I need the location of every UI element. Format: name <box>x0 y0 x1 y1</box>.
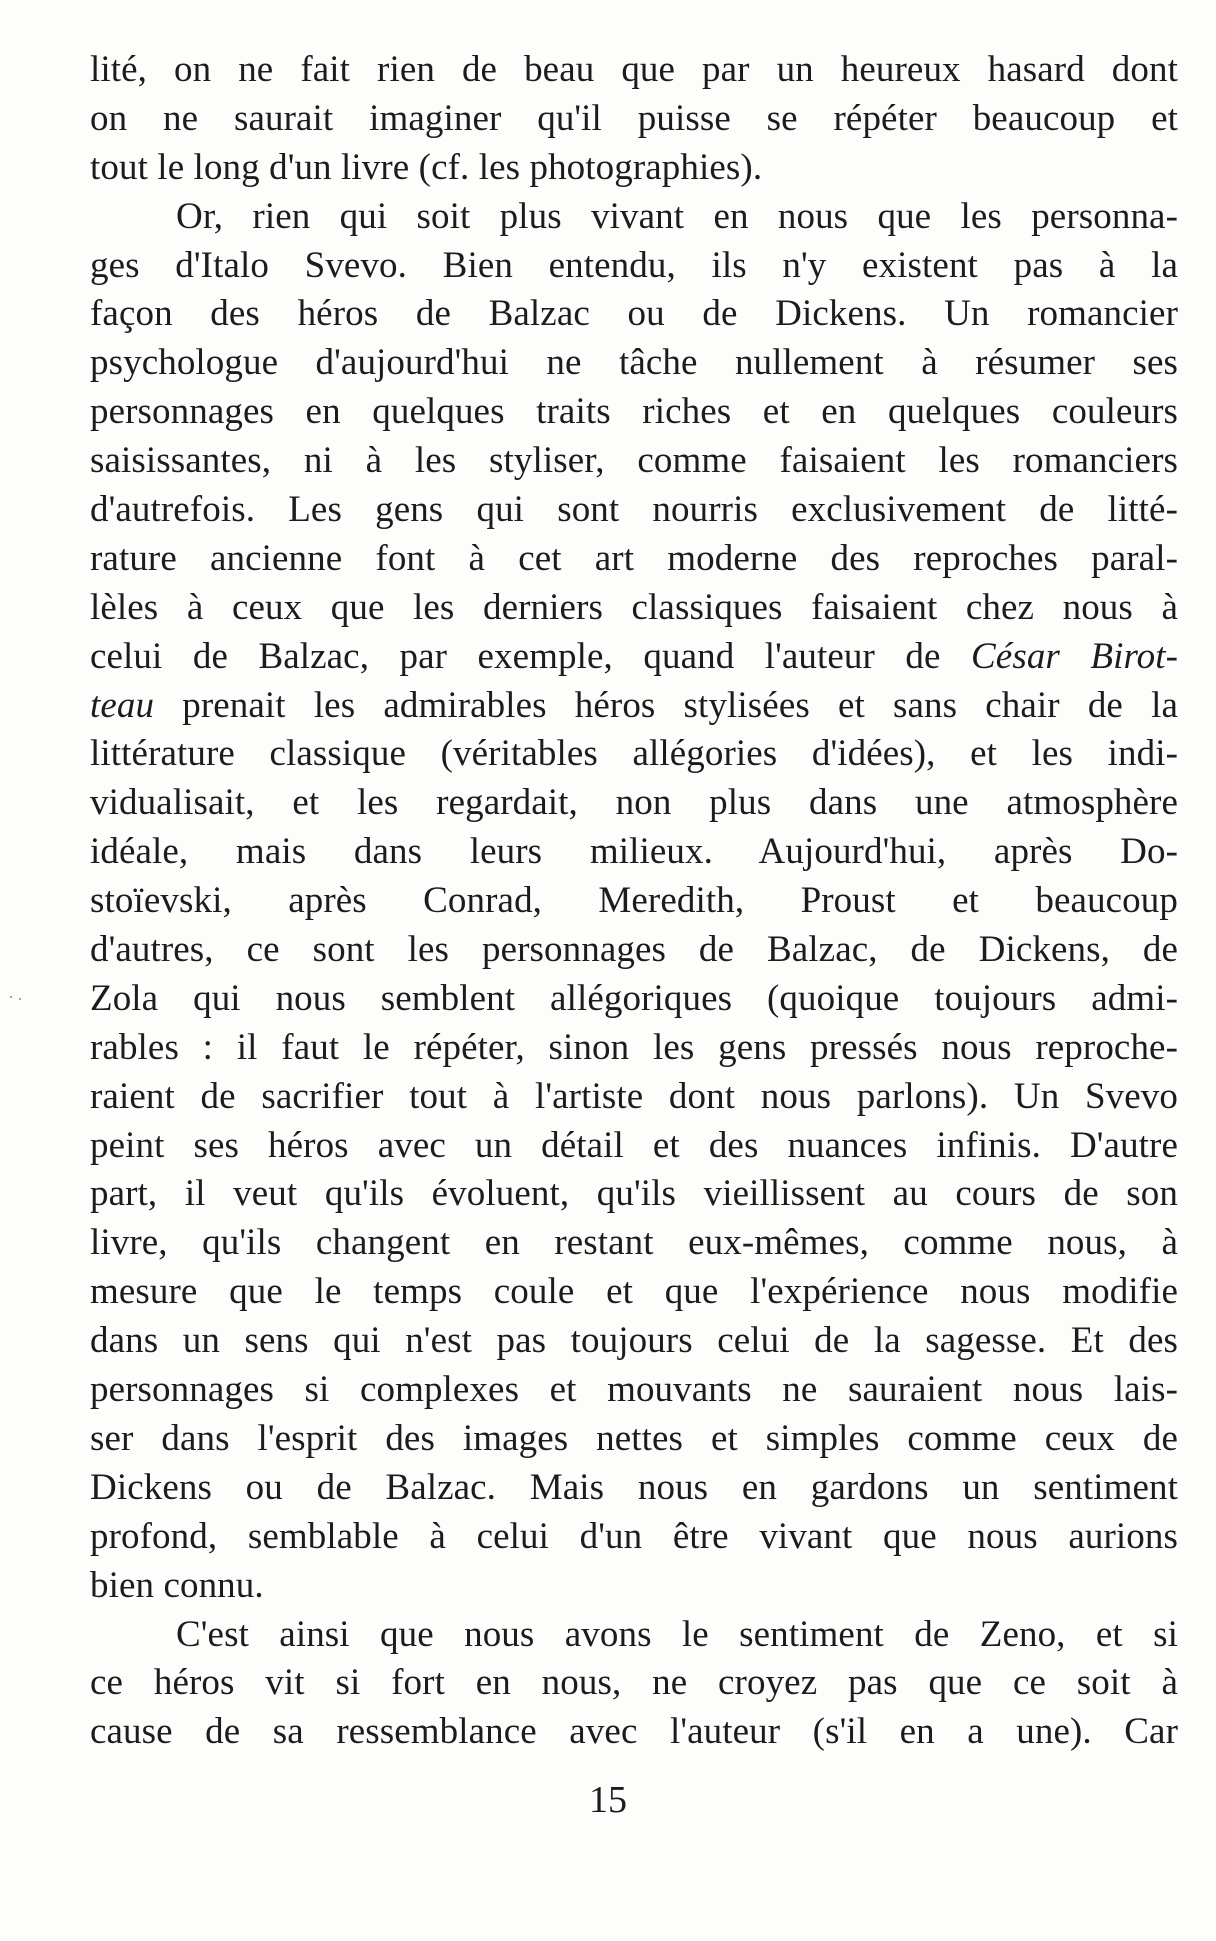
text-line: ce héros vit si fort en nous, ne croyez pas que ce soit à <box>90 1662 1178 1704</box>
text-line: ser dans l'esprit des images nettes et simples comme ceux de <box>90 1417 1178 1459</box>
text-run: celui de Balzac, par exemple, quand l'auteur de <box>90 635 972 677</box>
text-line: tout le long d'un livre (cf. les photographies). <box>90 146 763 188</box>
body-text <box>90 46 1178 1757</box>
text-line: lèles à ceux que les derniers classiques faisaient chez nous à <box>90 586 1178 628</box>
text-line: d'autrefois. Les gens qui sont nourris exclusivement de litté- <box>90 489 1178 531</box>
text-line: saisissantes, ni à les styliser, comme faisaient les romanciers <box>90 440 1178 482</box>
text-line: idéale, mais dans leurs milieux. Aujourd'hui, après Do- <box>90 831 1178 873</box>
text-line: peint ses héros avec un détail et des nuances infinis. D'autre <box>90 1124 1178 1166</box>
text-line: façon des héros de Balzac ou de Dickens. Un romancier <box>90 293 1178 335</box>
text-line: vidualisait, et les regardait, non plus dans une atmosphère <box>90 782 1178 824</box>
text-line: part, il veut qu'ils évoluent, qu'ils vieillissent au cours de son <box>90 1173 1178 1215</box>
margin-specks <box>8 990 28 1004</box>
text-line: rature ancienne font à cet art moderne des reproches paral- <box>90 537 1178 579</box>
text-line: personnages en quelques traits riches et en quelques couleurs <box>90 391 1178 433</box>
text-line: Dickens ou de Balzac. Mais nous en gardons un sentiment <box>90 1466 1178 1508</box>
text-line: Or, rien qui soit plus vivant en nous que les personna- <box>176 195 1178 237</box>
text-line: dans un sens qui n'est pas toujours celui de la sagesse. Et des <box>90 1320 1178 1362</box>
text-run: prenait les admirables héros stylisées et sans chair de la <box>154 684 1178 726</box>
text-line: C'est ainsi que nous avons le sentiment de Zeno, et si <box>176 1613 1178 1655</box>
text-line: rables : il faut le répéter, sinon les gens pressés nous reproche- <box>90 1026 1178 1068</box>
text-line: ges d'Italo Svevo. Bien entendu, ils n'y existent pas à la <box>90 244 1178 286</box>
book-title-italic: teau <box>90 684 155 726</box>
text-line: lité, on ne fait rien de beau que par un heureux hasard dont <box>90 49 1178 90</box>
text-line: raient de sacrifier tout à l'artiste dont nous parlons). Un Svevo <box>90 1075 1178 1117</box>
text-line: mesure que le temps coule et que l'expérience nous modifie <box>90 1271 1178 1313</box>
text-line: livre, qu'ils changent en restant eux-mêmes, comme nous, à <box>90 1222 1178 1264</box>
text-line: bien connu. <box>90 1564 264 1606</box>
text-line: psychologue d'aujourd'hui ne tâche nullement à résumer ses <box>90 342 1178 384</box>
page-number: 15 <box>589 1779 627 1821</box>
text-line: d'autres, ce sont les personnages de Balzac, de Dickens, de <box>90 929 1178 971</box>
text-line <box>90 633 1178 682</box>
text-line: cause de sa ressemblance avec l'auteur (s'il en a une). Car <box>90 1711 1178 1753</box>
text-line: Zola qui nous semblent allégoriques (quoique toujours admi- <box>90 977 1178 1019</box>
text-line: profond, semblable à celui d'un être vivant que nous aurions <box>90 1515 1178 1557</box>
text-line: stoïevski, après Conrad, Meredith, Proust et beaucoup <box>90 880 1178 922</box>
text-line: littérature classique (véritables allégories d'idées), et les indi- <box>90 733 1178 775</box>
text-line <box>90 682 1178 731</box>
text-line: on ne saurait imaginer qu'il puisse se répéter beaucoup et <box>90 97 1178 139</box>
book-title-italic: César Birot- <box>971 635 1178 677</box>
text-line: personnages si complexes et mouvants ne sauraient nous lais- <box>90 1369 1178 1411</box>
